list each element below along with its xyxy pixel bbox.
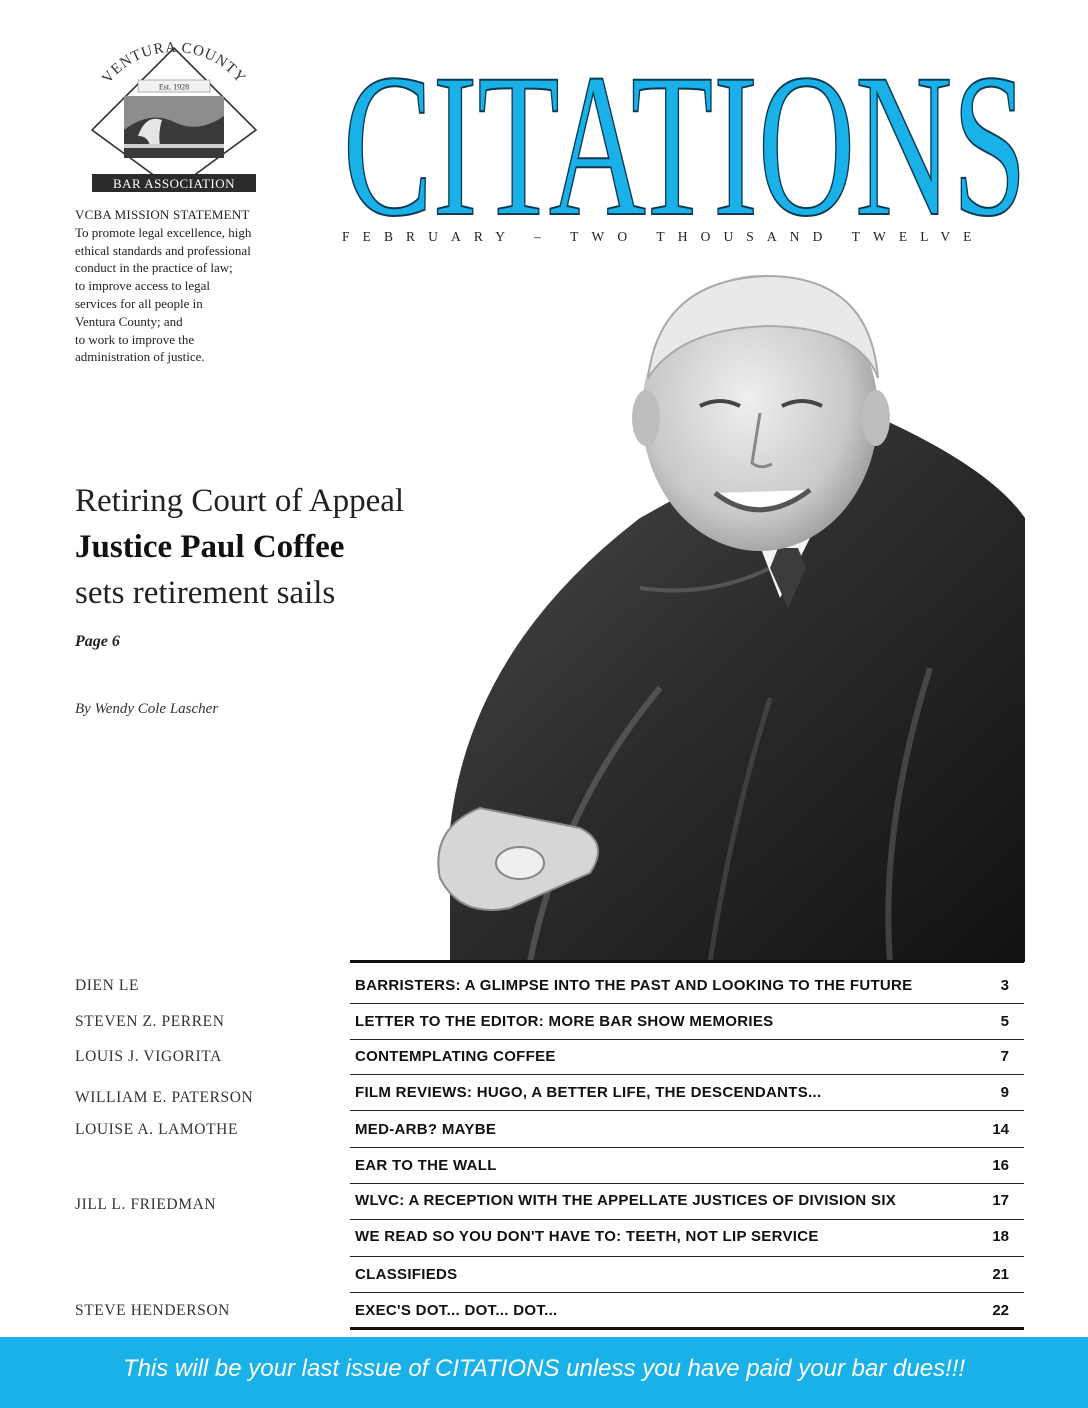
toc-entry-title[interactable]: CONTEMPLATING COFFEE	[355, 1048, 556, 1065]
mission-line: ethical standards and professional	[75, 242, 251, 258]
toc-author: JILL L. FRIEDMAN	[75, 1196, 217, 1213]
vcba-logo	[80, 40, 268, 198]
mission-statement	[75, 206, 295, 366]
toc-entry-page: 22	[992, 1302, 1009, 1319]
toc-entry-page: 14	[992, 1121, 1009, 1138]
mission-line: Ventura County; and	[75, 313, 183, 329]
feature-byline: By Wendy Cole Lascher	[75, 701, 219, 717]
toc-divider	[350, 1183, 1024, 1184]
toc-divider	[350, 1003, 1024, 1004]
toc-divider	[350, 1147, 1024, 1148]
dues-reminder-banner	[0, 1337, 1088, 1408]
feature-headline	[75, 478, 475, 616]
dues-reminder-text: This will be your last issue of CITATIONS unless you have paid your bar dues!!!	[122, 1355, 966, 1382]
toc-entry-page: 9	[1000, 1084, 1009, 1101]
svg-text:VENTURA COUNTY	[99, 40, 249, 87]
toc-entry-title[interactable]: EAR TO THE WALL	[355, 1157, 497, 1174]
toc-top-rule	[350, 960, 1024, 963]
toc-divider	[350, 1110, 1024, 1111]
mission-line: services for all people in	[75, 295, 203, 311]
toc-author: STEVE HENDERSON	[75, 1302, 230, 1319]
masthead-title	[335, 36, 1035, 226]
headline-line2: Justice Paul Coffee	[75, 529, 345, 565]
logo-bottom-text: BAR ASSOCIATION	[113, 176, 235, 191]
toc-entry-title[interactable]: FILM REVIEWS: HUGO, A BETTER LIFE, THE DESCENDANTS...	[355, 1084, 822, 1101]
toc-author: DIEN LE	[75, 977, 140, 994]
feature-page-ref: Page 6	[75, 633, 120, 650]
toc-author: LOUIS J. VIGORITA	[75, 1048, 222, 1065]
toc-author: LOUISE A. LAMOTHE	[75, 1121, 239, 1138]
toc-divider	[350, 1219, 1024, 1220]
toc-entry-title[interactable]: LETTER TO THE EDITOR: MORE BAR SHOW MEMORIES	[355, 1013, 774, 1030]
toc-entry-page: 7	[1000, 1048, 1009, 1065]
masthead-title-text: CITATIONS	[343, 36, 1027, 226]
headline-line3: sets retirement sails	[75, 575, 336, 611]
toc-entry-page: 3	[1000, 977, 1009, 994]
toc-entry-title[interactable]: BARRISTERS: A GLIMPSE INTO THE PAST AND LOOKING TO THE FUTURE	[355, 977, 913, 994]
toc-entry-title[interactable]: EXEC'S DOT... DOT... DOT...	[355, 1302, 558, 1319]
toc-entry-title[interactable]: MED-ARB? MAYBE	[355, 1121, 497, 1138]
toc-bottom-rule	[350, 1327, 1024, 1330]
toc-entry-page: 17	[992, 1192, 1009, 1209]
toc-author: WILLIAM E. PATERSON	[75, 1089, 254, 1106]
toc-divider	[350, 1292, 1024, 1293]
toc-entry-page: 18	[992, 1228, 1009, 1245]
mission-line: to work to improve the	[75, 331, 195, 347]
mission-heading: VCBA MISSION STATEMENT	[75, 207, 250, 222]
logo-arc-text: VENTURA COUNTY	[99, 40, 249, 87]
cover-photo-justice	[410, 268, 1025, 962]
mission-line: to improve access to legal	[75, 278, 211, 294]
mission-line: conduct in the practice of law;	[75, 260, 233, 276]
mission-line: administration of justice.	[75, 349, 205, 365]
mission-line: To promote legal excellence, high	[75, 224, 252, 240]
toc-divider	[350, 1256, 1024, 1257]
toc-author: STEVEN Z. PERREN	[75, 1013, 225, 1030]
toc-entry-page: 5	[1000, 1013, 1009, 1030]
issue-dateline: FEBRUARY – TWO THOUSAND TWELVE	[342, 229, 985, 244]
toc-entry-page: 16	[992, 1157, 1009, 1174]
headline-line1: Retiring Court of Appeal	[75, 483, 405, 519]
toc-entry-page: 21	[992, 1266, 1009, 1283]
logo-est-text: Est. 1928	[158, 82, 190, 92]
toc-entry-title[interactable]: WE READ SO YOU DON'T HAVE TO: TEETH, NOT LIP SERVICE	[355, 1228, 819, 1245]
toc-entry-title[interactable]: CLASSIFIEDS	[355, 1266, 458, 1283]
toc-divider	[350, 1074, 1024, 1075]
toc-entry-title[interactable]: WLVC: A RECEPTION WITH THE APPELLATE JUSTICES OF DIVISION SIX	[355, 1192, 897, 1209]
toc-divider	[350, 1039, 1024, 1040]
